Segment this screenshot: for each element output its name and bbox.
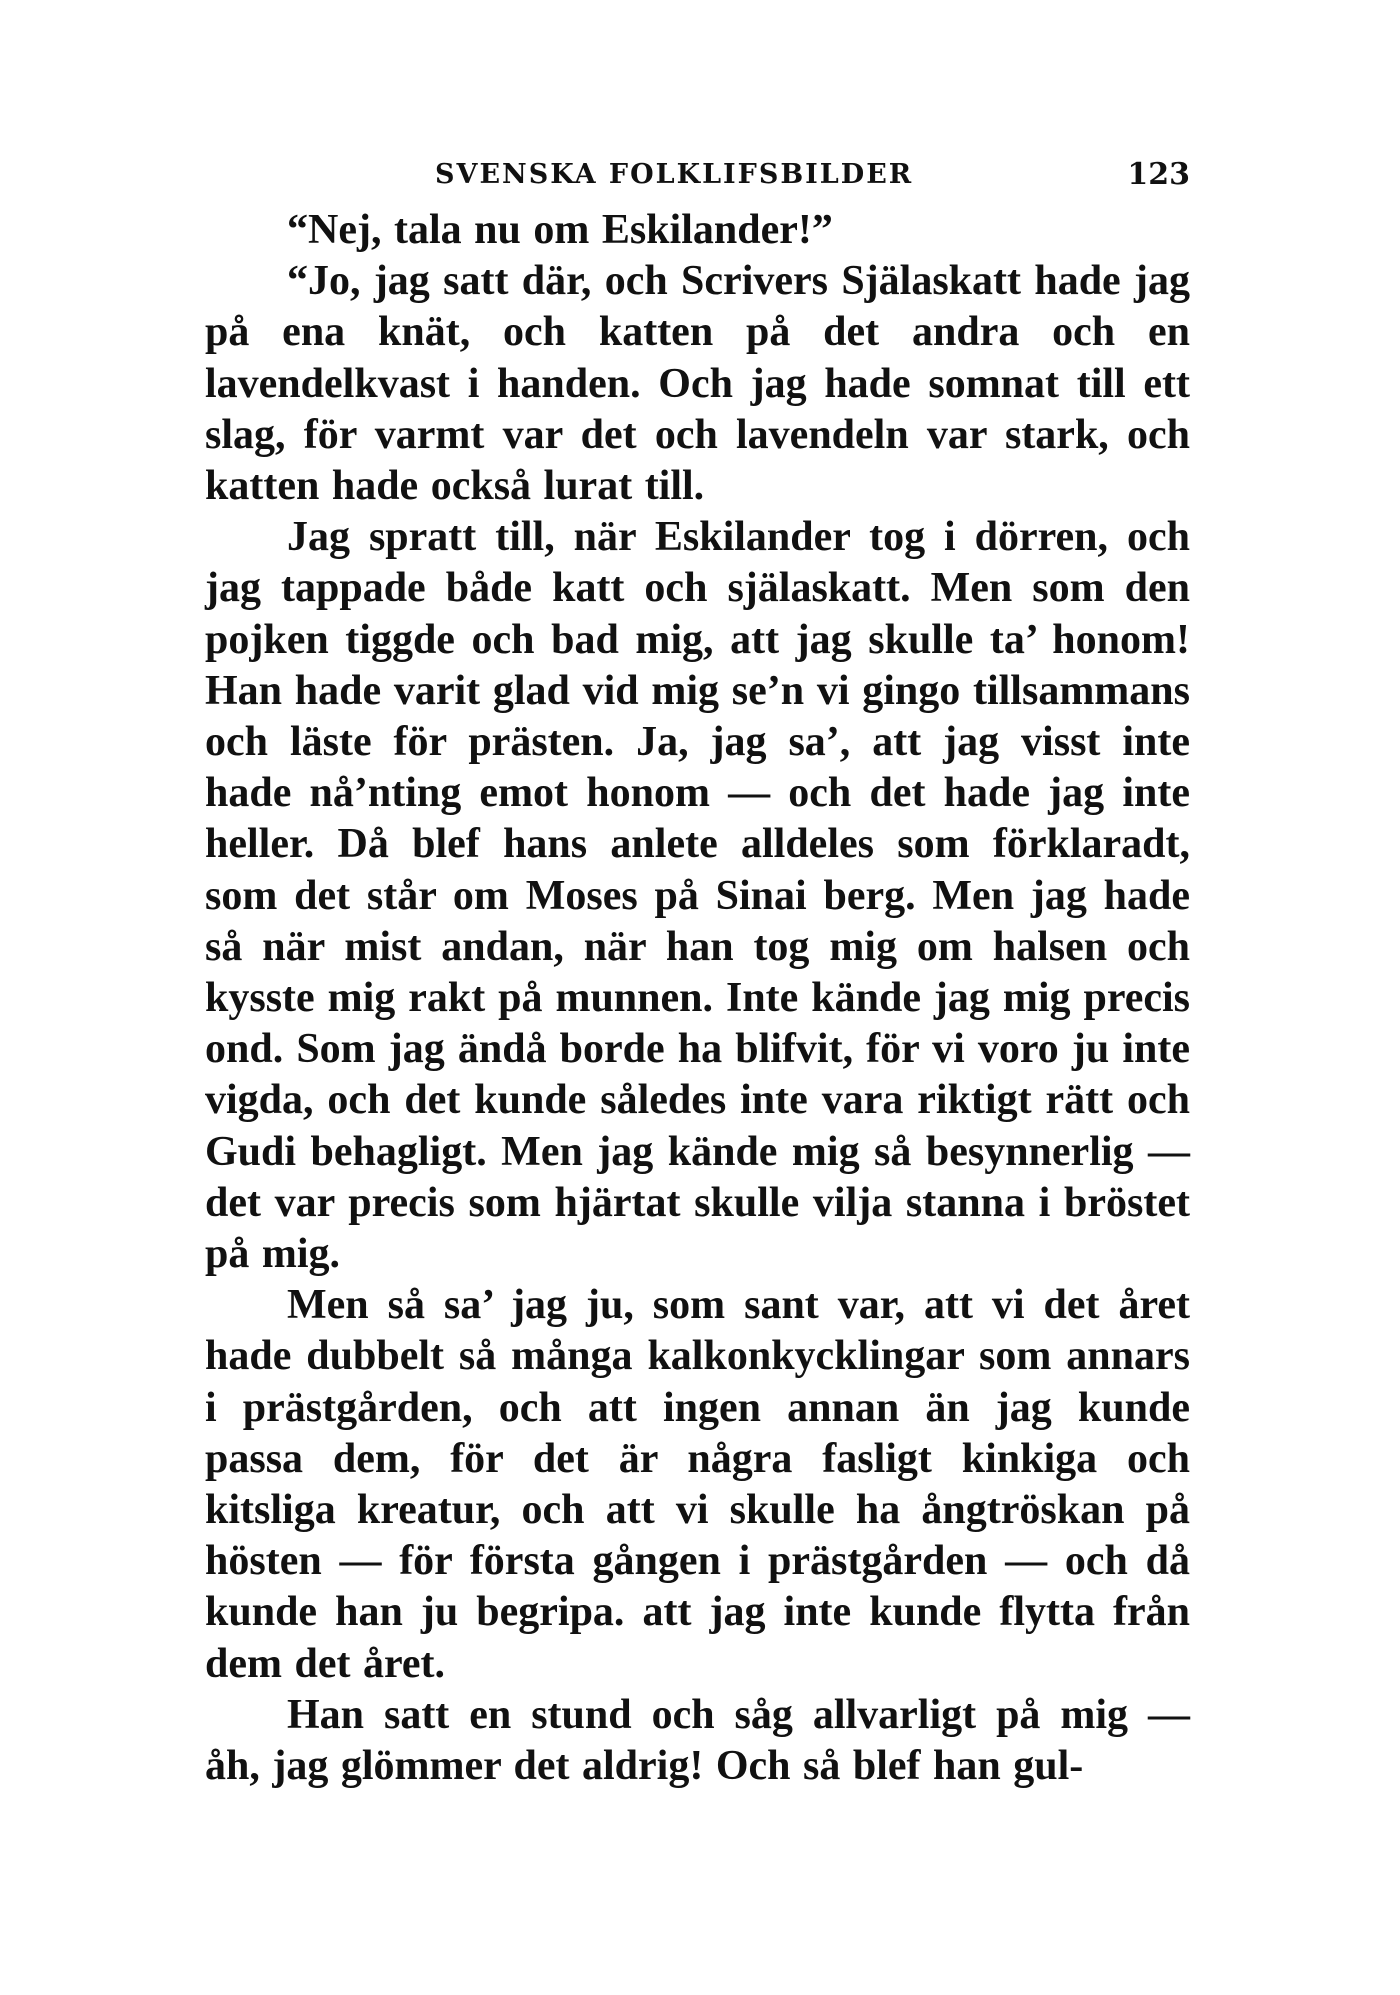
page-number: 123: [1127, 157, 1190, 192]
paragraph: Jag spratt till, när Eskilander tog i dörren, och jag tappade både katt och själaskatt. Men som den pojken tiggde och bad mig, att jag skulle ta’ honom! Han hade varit glad vid mig se’n vi gingo tillsammans och läste för prästen. Ja, jag sa’, att jag visst inte hade nå’nting emot honom — och det hade jag inte heller. Då blef hans anlete alldeles som förklaradt, som det står om Moses på Sinai berg. Men jag hade så när mist andan, när han tog mig om halsen och kysste mig rakt på munnen. Inte kände jag mig precis ond. Som jag ändå borde ha blifvit, för vi voro ju inte vigda, och det kunde således inte vara riktigt rätt och Gudi behagligt. Men jag kände mig så besynnerlig — det var precis som hjärtat skulle vilja stanna i bröstet på mig.: [205, 514, 1190, 1278]
paragraph: Han satt en stund och såg allvarligt på mig — åh, jag glömmer det aldrig! Och så blef han gul-: [205, 1691, 1190, 1790]
running-title: SVENSKA FOLKLIFSBILDER: [435, 159, 914, 190]
paragraph: “Nej, tala nu om Eskilander!”: [287, 207, 833, 253]
paragraph: Men så sa’ jag ju, som sant var, att vi det året hade dubbelt så många kalkonkycklingar som annars i prästgården, och att ingen annan än jag kunde passa dem, för det är några fasligt kinkiga och kitsliga kreatur, och att vi skulle ha ångtröskan på hösten — för första gången i prästgården — och då kunde han ju begripa. att jag inte kunde flytta från dem det året.: [205, 1282, 1190, 1687]
body-text: [205, 205, 1190, 1792]
paragraph: “Jo, jag satt där, och Scrivers Själaskatt hade jag på ena knät, och katten på det andra och en lavendelkvast i handen. Och jag hade somnat till ett slag, för varmt var det och lavendeln var stark, och katten hade också lurat till.: [205, 258, 1190, 510]
running-head: [205, 150, 1190, 200]
